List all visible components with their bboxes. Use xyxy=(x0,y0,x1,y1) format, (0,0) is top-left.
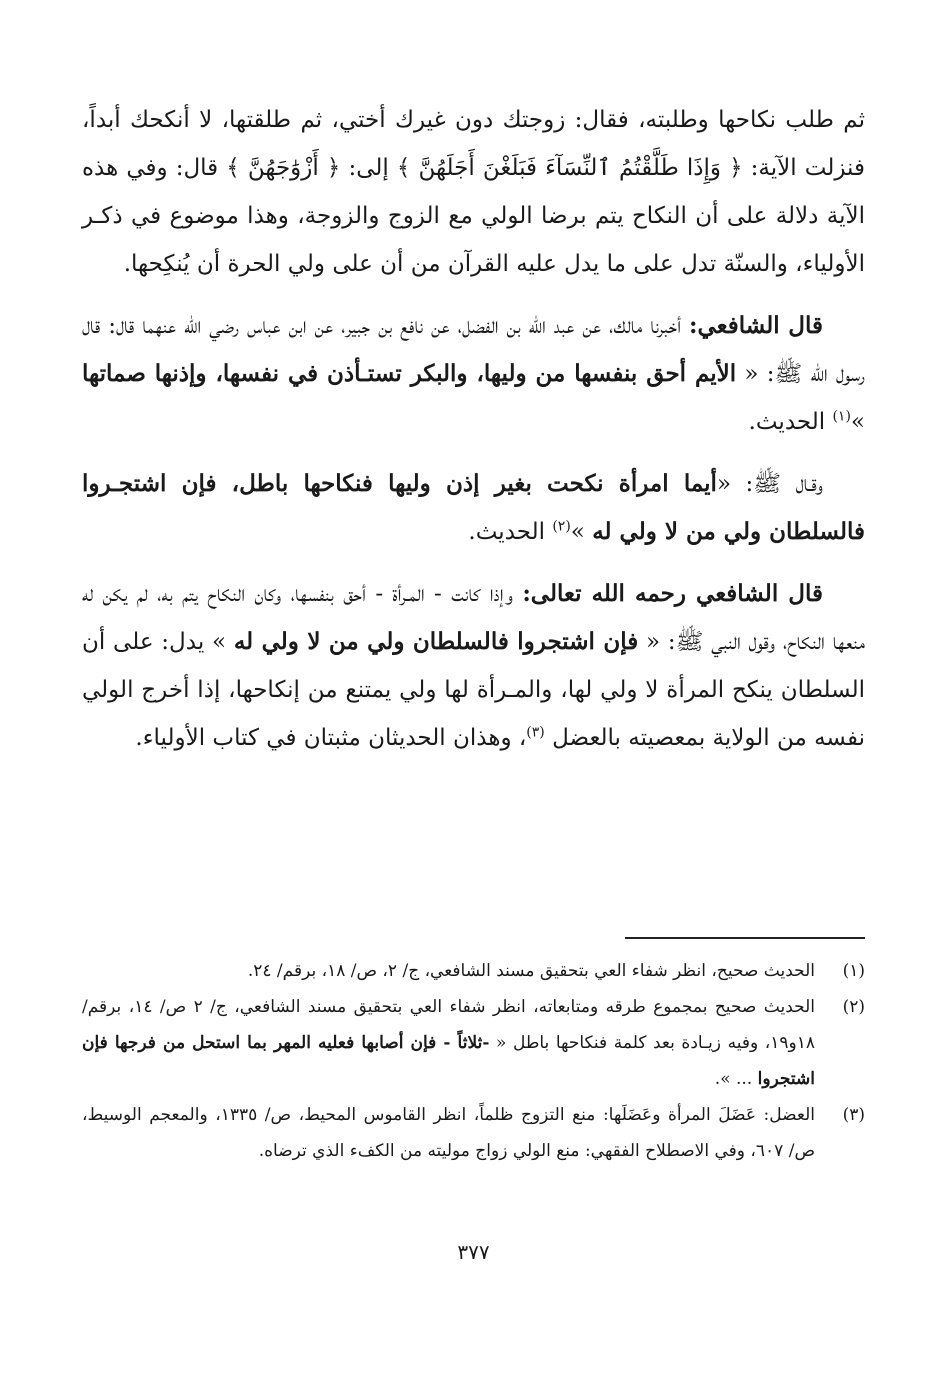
paragraph-3: وقـال ﷺ: «أيما امرأة نكحت بغير إذن وليها فنكاحها باطل، فإن اشتجـروا فالسلطان ولي من لا ولي له »$^{(٢)}$ الحديث. xyxy=(82,470,865,545)
footnote-2 xyxy=(82,989,865,1097)
quran-verse: ﴿ أَزْوَٰجَهُنَّ ﴾ xyxy=(226,155,341,181)
paragraph-2: قال الشافعي: أخبرنا مالك، عن عبد الله بن الفضل، عن نافع بن جبير، عن ابن عباس رضي الله عنهما قال: قال رسول الله ﷺ: « الأيم أحق بنفسها من وليها، والبكر تستـأذن في نفسها، وإذنها صماتها »$^{(١)}$ الحديث. xyxy=(82,312,865,435)
footnote-bold-quote: -ثلاثاً - فإن أصابها فعليه المهر بما استحل من فرجها فإن اشتجروا xyxy=(82,1033,815,1089)
hadith-text: أيما امرأة نكحت بغير إذن وليها فنكاحها باطل، فإن اشتجـروا فالسلطان ولي من لا ولي له xyxy=(82,470,865,545)
footnote-ref: (٢) xyxy=(552,518,571,535)
footnote-number: (١) xyxy=(842,961,865,981)
footnote-number: (٣) xyxy=(842,1105,865,1125)
paragraph-1: ثم طلب نكاحها وطلبته، فقال: زوجتك دون غيرك أختي، ثم طلقتها، لا أنكحك أبداً، فنزلت الآية: ﴿ وَإِذَا طَلَّقْتُمُ ٱلنِّسَآءَ فَبَلَغْنَ أَجَلَهُنَّ ﴾ إلى: ﴿ أَزْوَٰجَهُنَّ ﴾ قال: وفي هذه الآية دلالة على أن النكاح يتم برضا الولي مع الزوج والزوجة، وهذا موضوع في ذكـر الأولياء، والسنّة تدل على ما يدل عليه القرآن من أن على ولي الحرة أن يُنكِحها. xyxy=(82,107,865,277)
main-text xyxy=(82,96,865,776)
footnotes xyxy=(82,953,865,1169)
paragraph-4: قال الشافعي رحمه الله تعالى: وإذا كانت - المـرأة - أحق بنفسها، وكان النكاح يتم به، لم يكن له منعها النكاح، وقول النبي ﷺ: « فإن اشتجروا فالسلطان ولي من لا ولي له » يدل: على أن السلطان ينكح المرأة لا ولي لها، والمـرأة لها ولي يمتنع من إنكاحها، إذا أخرج الولي نفسه من الولاية بمعصيته بالعضل $^{(٣)}$، وهذان الحديثان مثبتان في كتاب الأولياء. xyxy=(82,580,865,751)
footnote-text: العضل: عَضَلَ المرأة وعَضَلَها: منع التزوج ظلماً، انظر القاموس المحيط، ص/ ١٣٣٥، والمعجم الوسيط، ص/ ٦٠٧، وفي الاصطلاح الفقهي: منع الولي زواج موليته من الكفء الذي ترضاه. xyxy=(82,1105,815,1161)
footnote-ref: (١) xyxy=(832,408,851,425)
paragraph-lead: قال الشافعي: xyxy=(688,312,823,339)
quran-verse: ﴿ وَإِذَا طَلَّقْتُمُ ٱلنِّسَآءَ فَبَلَغْنَ أَجَلَهُنَّ ﴾ xyxy=(396,155,743,181)
page-number: ٣٧٧ xyxy=(457,1240,490,1264)
footnote-separator xyxy=(625,937,865,939)
footnote-3 xyxy=(82,1097,865,1169)
paragraph-lead: قال الشافعي رحمه الله تعالى: xyxy=(522,580,823,607)
footnote-text: الحديث صحيح، انظر شفاء العي بتحقيق مسند الشافعي، ج/ ٢، ص/ ١٨، برقم/ ٢٤. xyxy=(247,961,815,981)
footnote-number: (٢) xyxy=(842,997,865,1017)
footnote-ref: (٣) xyxy=(526,724,545,741)
hadith-text: الأيم أحق بنفسها من وليها، والبكر تستـأذن في نفسها، وإذنها صماتها xyxy=(82,360,737,387)
hadith-text: فإن اشتجروا فالسلطان ولي من لا ولي له xyxy=(233,628,639,655)
footnote-text: الحديث صحيح بمجموع طرقه ومتابعاته، انظر شفاء العي بتحقيق مسند الشافعي، ج/ ٢ ص/ ١٤، برقم/ ١٨و١٩، وفيه زيـادة بعد كلمة فنكاحها باطل « -ثلاثاً - فإن أصابها فعليه المهر بما استحل من فرجها فإن اشتجروا ... ». xyxy=(82,997,815,1089)
footnote-1 xyxy=(82,953,865,989)
